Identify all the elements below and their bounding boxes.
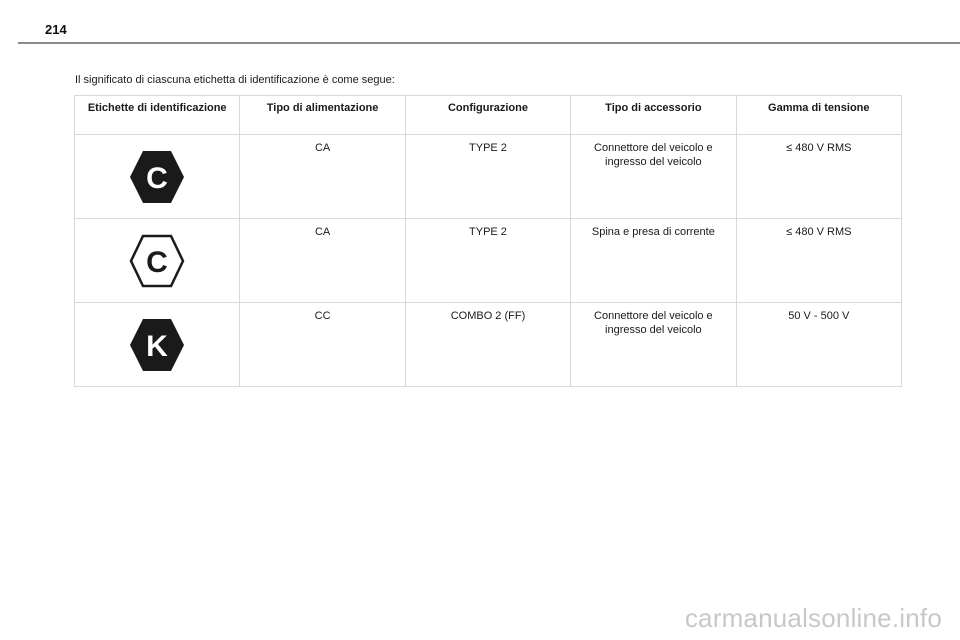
table-row	[75, 303, 902, 387]
label-cell	[75, 135, 240, 219]
accessory-cell: Spina e presa di corrente	[571, 219, 736, 303]
hexagon-filled-icon	[128, 316, 186, 374]
voltage-cell: 50 V - 500 V	[736, 303, 901, 387]
accessory-cell: Connettore del veicolo e ingresso del veicolo	[571, 135, 736, 219]
header-accessory-type: Tipo di accessorio	[571, 96, 736, 135]
config-cell: TYPE 2	[405, 135, 570, 219]
config-cell: COMBO 2 (FF)	[405, 303, 570, 387]
config-cell: TYPE 2	[405, 219, 570, 303]
header-supply-type: Tipo di alimentazione	[240, 96, 405, 135]
header-voltage-range: Gamma di tensione	[736, 96, 901, 135]
hexagon-outline-icon	[128, 232, 186, 290]
label-letter: C	[146, 245, 169, 279]
header-labels: Etichette di identificazione	[75, 96, 240, 135]
supply-cell: CA	[240, 219, 405, 303]
label-letter: K	[146, 329, 169, 363]
supply-cell: CA	[240, 135, 405, 219]
table-row	[75, 219, 902, 303]
supply-cell: CC	[240, 303, 405, 387]
watermark: carmanualsonline.info	[684, 603, 942, 633]
voltage-cell: ≤ 480 V RMS	[736, 219, 901, 303]
header-configuration: Configurazione	[405, 96, 570, 135]
intro-text: Il significato di ciascuna etichetta di identificazione è come segue:	[75, 74, 395, 86]
header-rule	[18, 42, 960, 44]
table-header-row	[75, 96, 902, 135]
label-letter: C	[146, 161, 169, 195]
voltage-cell: ≤ 480 V RMS	[736, 135, 901, 219]
accessory-cell: Connettore del veicolo e ingresso del veicolo	[571, 303, 736, 387]
hexagon-filled-icon	[128, 148, 186, 206]
page-number: 214	[45, 22, 67, 37]
table-row	[75, 135, 902, 219]
label-cell	[75, 303, 240, 387]
label-cell	[75, 219, 240, 303]
identification-labels-table	[74, 95, 902, 387]
